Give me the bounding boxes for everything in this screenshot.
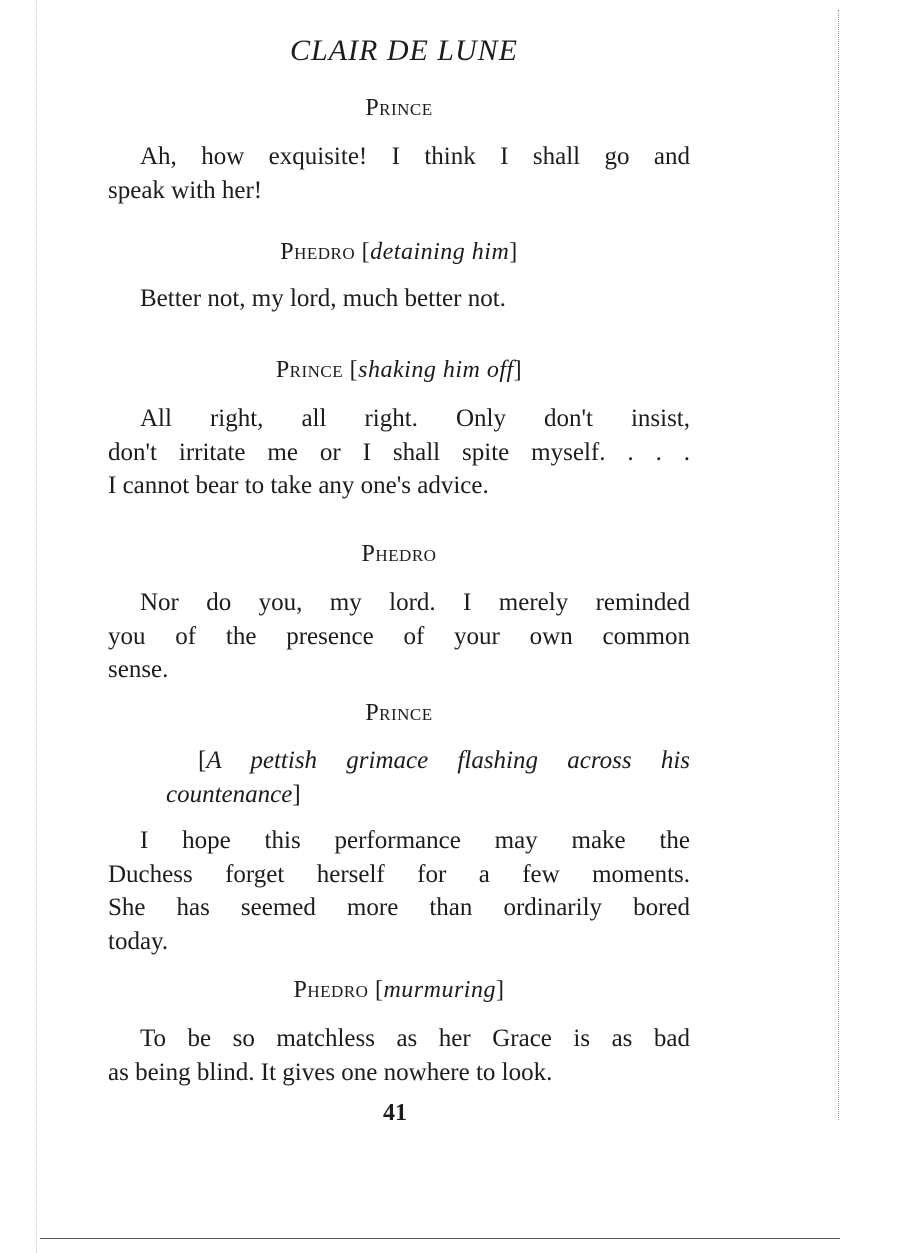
speech bbox=[108, 1022, 690, 1089]
speech-line: as being blind. It gives one nowhere to look. bbox=[108, 1058, 553, 1086]
speaker-direction: shaking him off bbox=[358, 357, 514, 383]
speaker-heading: Phedro [murmuring] bbox=[293, 977, 505, 1003]
speech-line: I cannot bear to take any one's advice. bbox=[108, 472, 489, 499]
speech-line: today. bbox=[108, 927, 169, 955]
speech-line: Ah, how exquisite! I think I shall go and bbox=[140, 143, 690, 170]
speech-line: Better not, my lord, much better not. bbox=[140, 285, 506, 312]
speech-line: All right, all right. Only don't insist, bbox=[140, 405, 690, 432]
speaker-name: Phedro bbox=[293, 977, 369, 1003]
speaker-name: Prince bbox=[275, 357, 344, 383]
stage-direction: [A pettish grimace flashing across his countenance] bbox=[166, 747, 690, 808]
speech-line: don't irritate me or I shall spite myself. . . . bbox=[108, 438, 690, 466]
speaker-heading bbox=[108, 541, 690, 568]
speaker-name: Phedro bbox=[361, 541, 437, 567]
speech bbox=[108, 140, 690, 207]
speech-line: Nor do you, my lord. I merely reminded bbox=[140, 589, 690, 616]
speaker-name: Phedro bbox=[280, 239, 356, 265]
speaker-direction: murmuring bbox=[383, 977, 496, 1003]
speaker-direction: detaining him bbox=[370, 239, 510, 265]
speech bbox=[108, 402, 690, 503]
page-number: 41 bbox=[383, 1100, 407, 1126]
stage-direction-line: countenance bbox=[166, 780, 293, 808]
speech-line: sense. bbox=[108, 656, 169, 683]
speaker-heading: Prince [shaking him off] bbox=[275, 357, 523, 383]
running-head: CLAIR DE LUNE bbox=[289, 34, 518, 67]
speech bbox=[108, 586, 690, 687]
speech-line: speak with her! bbox=[108, 176, 263, 204]
stage-direction-line: A pettish grimace flashing across his bbox=[206, 747, 690, 774]
speech-line: To be so matchless as her Grace is as bad bbox=[140, 1025, 690, 1052]
speech-line: Duchess forget herself for a few moments. bbox=[108, 860, 690, 888]
speech-line: She has seemed more than ordinarily bored bbox=[108, 894, 690, 921]
page-edge-left bbox=[36, 0, 37, 1253]
speaker-heading bbox=[108, 95, 690, 122]
speech-line: I hope this performance may make the bbox=[140, 827, 690, 854]
speech bbox=[108, 824, 690, 958]
speech bbox=[108, 282, 690, 316]
page-edge-right bbox=[838, 10, 839, 1120]
speaker-heading bbox=[108, 700, 690, 727]
speech-line: you of the presence of your own common bbox=[108, 622, 690, 650]
speaker-name: Prince bbox=[365, 95, 433, 121]
speaker-name: Prince bbox=[365, 700, 433, 726]
page-edge-bottom bbox=[40, 1238, 840, 1239]
speaker-heading: Phedro [detaining him] bbox=[280, 239, 518, 265]
